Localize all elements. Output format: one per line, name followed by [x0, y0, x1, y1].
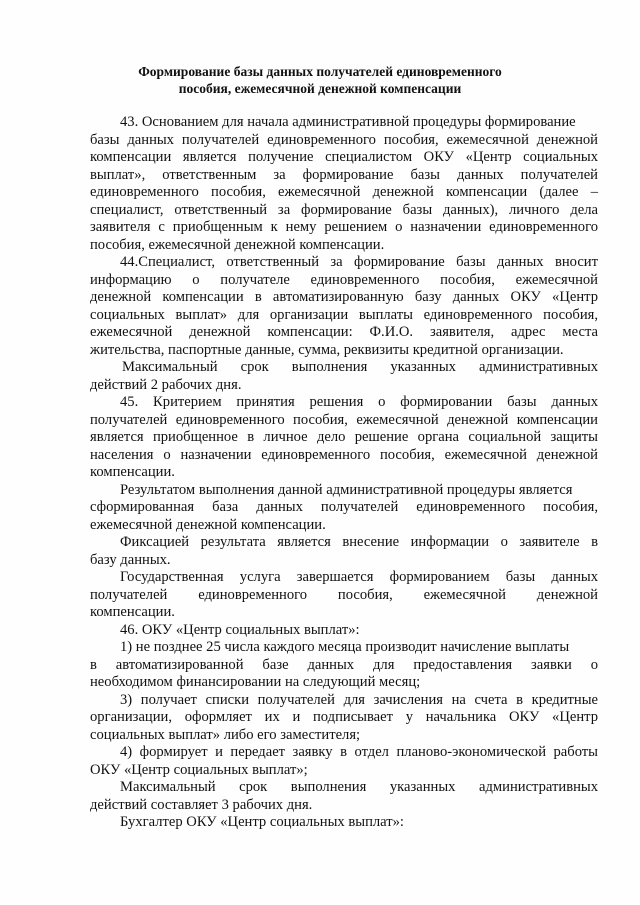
paragraph-line: получателей единовременного пособия, ежемесячной денежной компенсации: [90, 411, 598, 428]
paragraph-line: Максимальный срок выполнения указанных административных: [120, 779, 598, 795]
title-line: Формирование базы данных получателей единовременного: [138, 64, 502, 79]
paragraph-line: ОКУ «Центр социальных выплат»;: [90, 761, 308, 778]
section-title: [70, 64, 570, 97]
paragraph-line: 3) получает списки получателей для зачисления на счета в кредитные: [120, 691, 598, 708]
paragraph-line: действий 2 рабочих дня.: [90, 376, 242, 393]
paragraph-line: 4) формирует и передает заявку в отдел планово-экономической работы: [120, 744, 598, 760]
paragraph-line: в автоматизированной базе данных для предоставления заявки о: [90, 656, 598, 673]
paragraph-line: социальных выплат» для организации выплаты единовременного пособия,: [90, 306, 598, 323]
paragraph-line: ежемесячной денежной компенсации.: [90, 516, 326, 533]
paragraph-line: населения о назначении единовременного пособия, ежемесячной денежной: [90, 446, 598, 463]
paragraph-line: получателей единовременного пособия, ежемесячной денежной: [90, 586, 598, 603]
paragraph-line: Государственная услуга завершается формированием базы данных: [120, 569, 598, 585]
paragraph-line: 43. Основанием для начала административной процедуры формирование: [120, 114, 576, 130]
paragraph-line: жительства, паспортные данные, сумма, реквизиты кредитной организации.: [90, 341, 564, 358]
paragraph-line: социальных выплат» либо его заместителя;: [90, 726, 361, 743]
title-line: пособия, ежемесячной денежной компенсации: [178, 80, 462, 96]
paragraph-line: информацию о получателе единовременного пособия, ежемесячной: [90, 271, 598, 288]
paragraph-line: выплат», ответственным за формирование базы данных получателей: [90, 166, 598, 183]
paragraph-line: Максимальный срок выполнения указанных административных: [122, 359, 598, 375]
paragraph-line: специалист, ответственный за формирование базы данных), личного дела: [90, 201, 598, 218]
paragraph-line: компенсации.: [90, 604, 175, 620]
paragraph-line: сформированная база данных получателей единовременного пособия,: [90, 499, 598, 515]
paragraph-line: денежной компенсации в автоматизированную базу данных ОКУ «Центр: [90, 289, 598, 305]
paragraph-line: компенсации является получение специалистом ОКУ «Центр социальных: [90, 149, 598, 165]
paragraph-line: 45. Критерием принятия решения о формировании базы данных: [120, 394, 598, 410]
paragraph-line: 1) не позднее 25 числа каждого месяца производит начисление выплаты: [120, 639, 570, 655]
paragraph-line: организации, оформляет их и подписывает у начальника ОКУ «Центр: [90, 709, 598, 725]
paragraph-line: Бухгалтер ОКУ «Центр социальных выплат»:: [120, 814, 404, 830]
paragraph-line: пособия, ежемесячной денежной компенсации.: [90, 236, 385, 253]
paragraph-line: необходимом финансировании на следующий месяц;: [90, 674, 421, 690]
paragraph-line: базы данных получателей единовременного пособия, ежемесячной денежной: [90, 131, 598, 148]
paragraph-line: 46. ОКУ «Центр социальных выплат»:: [120, 621, 360, 638]
paragraph-line: компенсации.: [90, 464, 175, 480]
paragraph-line: Фиксацией результата является внесение информации о заявителе в: [120, 534, 598, 550]
paragraph-line: заявителя с приобщенным к нему решением о назначении единовременного: [90, 219, 598, 235]
paragraph-line: действий составляет 3 рабочих дня.: [90, 796, 313, 813]
paragraph-line: 44.Специалист, ответственный за формирование базы данных вносит: [120, 254, 598, 270]
paragraph-line: ежемесячной денежной компенсации: Ф.И.О. заявителя, адрес места: [90, 324, 598, 340]
paragraph-line: является приобщенное в личное дело решение органа социальной защиты: [90, 429, 598, 445]
paragraph-line: базу данных.: [90, 551, 171, 568]
paragraph-line: Результатом выполнения данной административной процедуры является: [120, 481, 573, 498]
document-body: [90, 114, 598, 832]
paragraph-line: единовременного пособия, ежемесячной денежной компенсации (далее –: [90, 184, 598, 200]
